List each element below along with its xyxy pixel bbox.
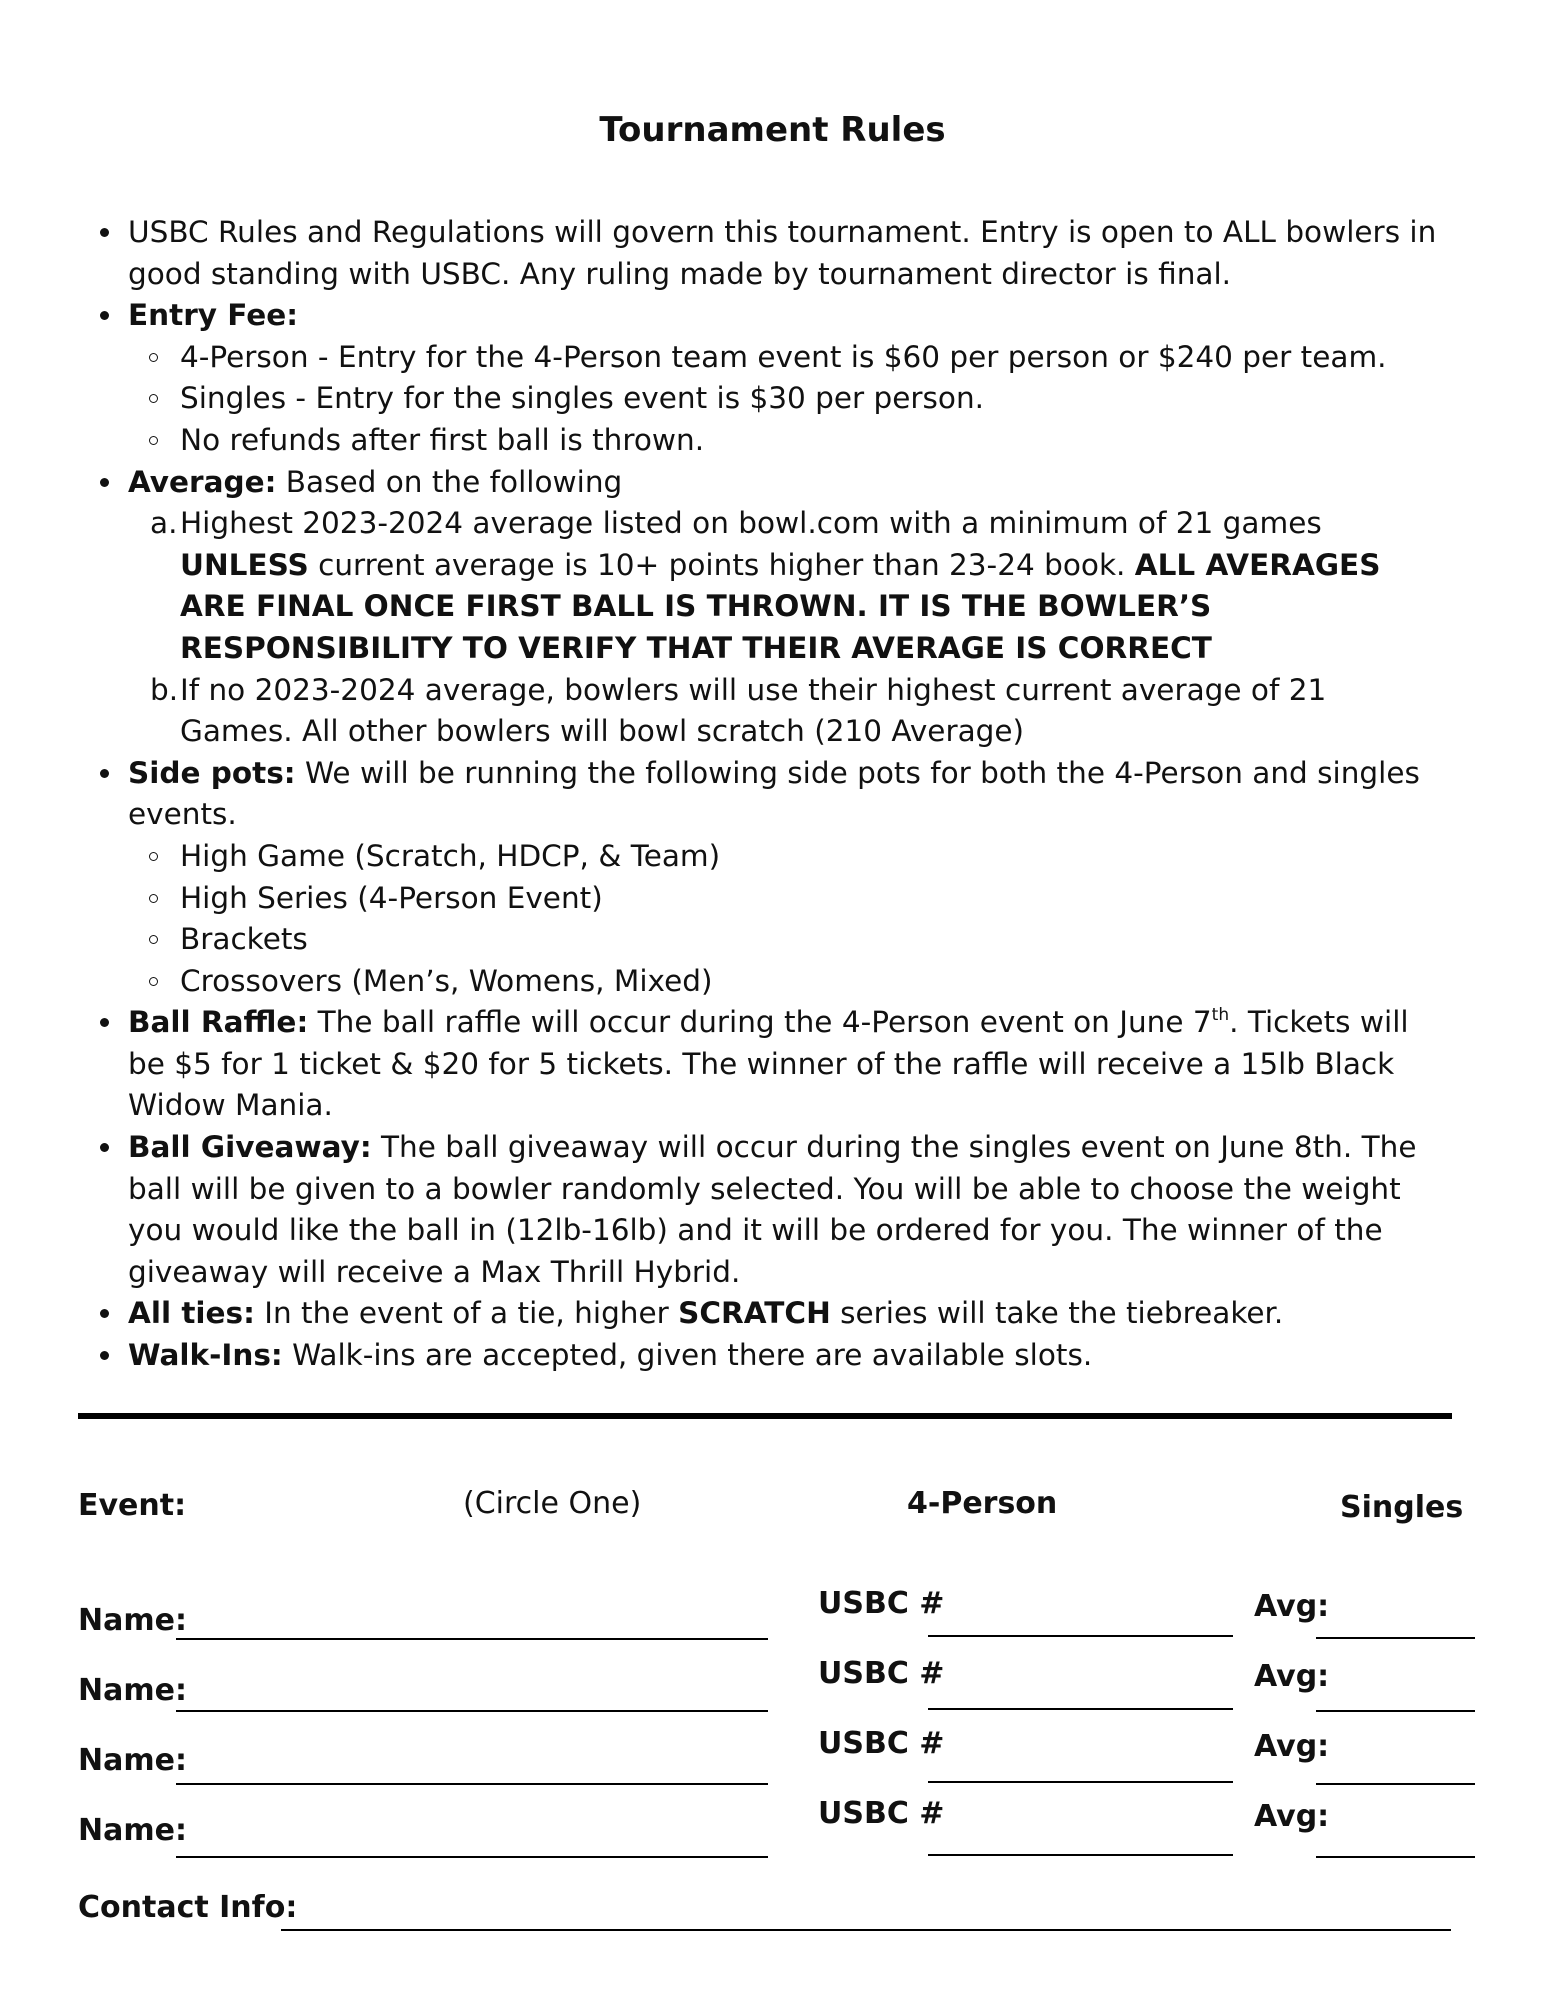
- event-option-singles[interactable]: Singles: [1340, 1490, 1464, 1525]
- average-a-text: Highest 2023-2024 average listed on bowl.com with a minimum of 21 games: [180, 506, 1322, 541]
- avg-label: Avg:: [1254, 1589, 1330, 1624]
- side-pot-item: High Game (Scratch, HDCP, & Team): [128, 836, 1448, 878]
- average-label: Average:: [128, 464, 277, 499]
- ball-giveaway-label: Ball Giveaway:: [128, 1130, 372, 1165]
- page-title: Tournament Rules: [599, 110, 946, 150]
- rule-intro-text: USBC Rules and Regulations will govern this tournament. Entry is open to ALL bowlers in good standing with USBC. Any ruling made by tournament director is final.: [128, 215, 1437, 291]
- avg-label: Avg:: [1254, 1659, 1330, 1694]
- avg-label: Avg:: [1254, 1729, 1330, 1764]
- average-a-unless: UNLESS: [180, 547, 309, 582]
- scratch-emphasis: SCRATCH: [678, 1296, 831, 1331]
- walk-ins-text: Walk-ins are accepted, given there are available slots.: [282, 1338, 1093, 1373]
- average-field[interactable]: [1316, 1637, 1475, 1639]
- ball-raffle-text-2: . Tickets will be $5 for 1 ticket & $20 for 5 tickets. The winner of the raffle will receive a 15lb Black Widow Mania.: [128, 1005, 1409, 1123]
- average-field[interactable]: [1316, 1856, 1475, 1858]
- usbc-label: USBC #: [818, 1726, 945, 1761]
- average-text: Based on the following: [276, 464, 623, 499]
- average-field[interactable]: [1316, 1710, 1475, 1712]
- average-field[interactable]: [1316, 1783, 1475, 1785]
- side-pot-item: Brackets: [128, 919, 1448, 961]
- event-label: Event:: [78, 1488, 187, 1523]
- list-marker: b.: [150, 672, 179, 707]
- name-label: Name:: [78, 1673, 187, 1708]
- average-a-final-warning: ALL AVERAGES ARE FINAL ONCE FIRST BALL IS THROWN. IT IS THE BOWLER’S RESPONSIBILITY TO VERIFY THAT THEIR AVERAGE IS CORRECT: [180, 547, 1381, 665]
- usbc-number-field[interactable]: [928, 1708, 1233, 1710]
- name-label: Name:: [78, 1813, 187, 1848]
- avg-label: Avg:: [1254, 1799, 1330, 1834]
- entry-fee-item: No refunds after first ball is thrown.: [128, 420, 1448, 462]
- usbc-number-field[interactable]: [928, 1854, 1233, 1856]
- side-pot-item: High Series (4-Person Event): [128, 878, 1448, 920]
- entry-fee-item: 4-Person - Entry for the 4-Person team event is $60 per person or $240 per team.: [128, 337, 1448, 379]
- average-b-text: If no 2023-2024 average, bowlers will use their highest current average of 21 Games. All other bowlers will bowl scratch (210 Average): [180, 672, 1327, 749]
- average-a-text-2: current average is 10+ points higher than 23-24 book.: [308, 547, 1135, 582]
- entry-fee-label: Entry Fee:: [128, 298, 299, 333]
- name-field[interactable]: [176, 1783, 768, 1785]
- ordinal-suffix: th: [1211, 1005, 1230, 1026]
- name-field[interactable]: [176, 1856, 768, 1858]
- walk-ins-label: Walk-Ins:: [128, 1338, 283, 1373]
- name-label: Name:: [78, 1743, 187, 1778]
- ball-raffle-text: The ball raffle will occur during the 4-Person event on June 7: [308, 1005, 1212, 1040]
- list-marker: a.: [150, 506, 178, 541]
- usbc-label: USBC #: [818, 1586, 945, 1621]
- all-ties-text: In the event of a tie, higher: [254, 1296, 679, 1331]
- usbc-label: USBC #: [818, 1796, 945, 1831]
- contact-info-label: Contact Info:: [78, 1890, 298, 1925]
- all-ties-label: All ties:: [128, 1296, 255, 1331]
- side-pot-item: Crossovers (Men’s, Womens, Mixed): [128, 961, 1448, 1003]
- ball-giveaway-text: The ball giveaway will occur during the singles event on June 8th. The ball will be given to a bowler randomly selected. You will be able to choose the weight you would like the ball in (12lb-16lb) and it will be ordered for you. The winner of the giveaway will receive a Max Thrill Hybrid.: [128, 1130, 1417, 1289]
- usbc-label: USBC #: [818, 1656, 945, 1691]
- usbc-number-field[interactable]: [928, 1781, 1233, 1783]
- side-pots-label: Side pots:: [128, 755, 296, 790]
- usbc-number-field[interactable]: [928, 1635, 1233, 1637]
- name-label: Name:: [78, 1603, 187, 1638]
- name-field[interactable]: [176, 1710, 768, 1712]
- entry-fee-item: Singles - Entry for the singles event is $30 per person.: [128, 378, 1448, 420]
- name-field[interactable]: [176, 1638, 768, 1640]
- circle-one-hint: (Circle One): [463, 1486, 642, 1521]
- ball-raffle-label: Ball Raffle:: [128, 1005, 309, 1040]
- event-option-4-person[interactable]: 4-Person: [907, 1486, 1058, 1521]
- contact-info-field[interactable]: [281, 1929, 1451, 1931]
- all-ties-text-2: series will take the tiebreaker.: [830, 1296, 1284, 1331]
- side-pots-text: We will be running the following side pots for both the 4-Person and singles events.: [128, 755, 1420, 832]
